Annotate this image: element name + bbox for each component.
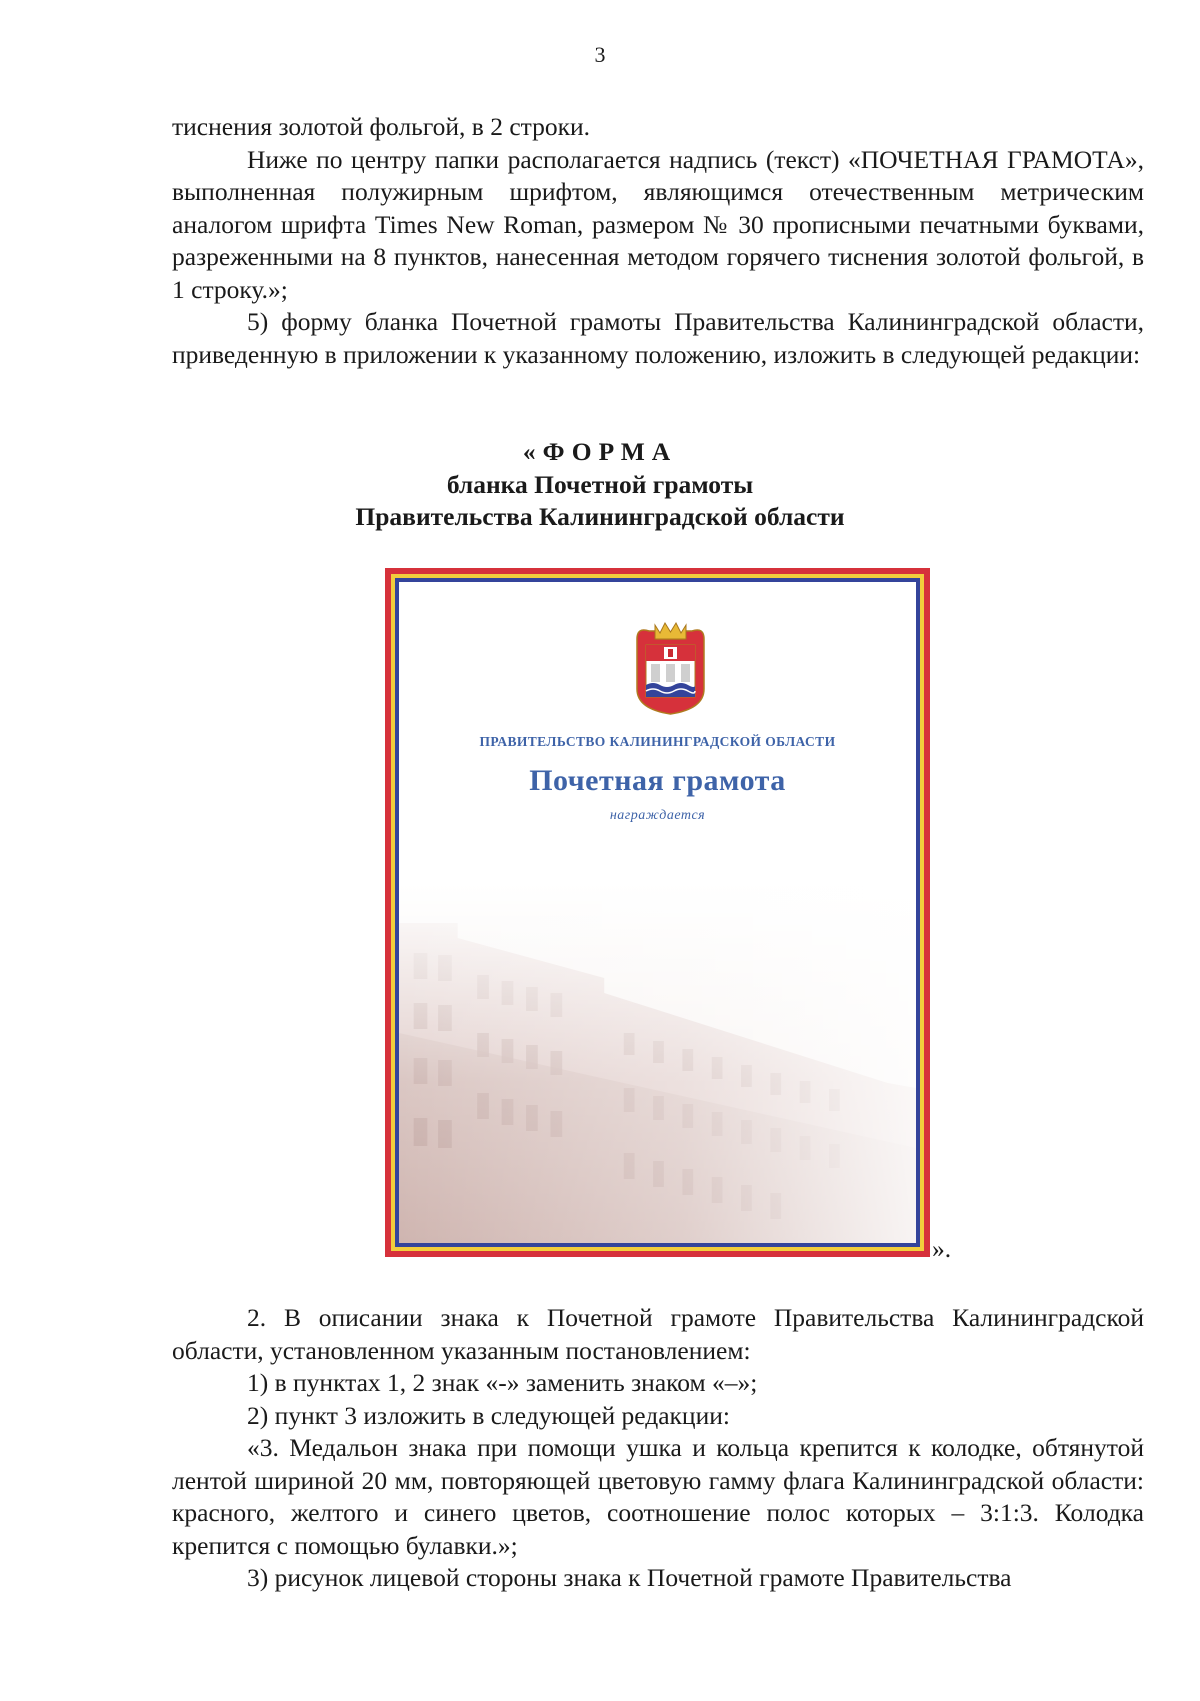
paragraph-title-description: Ниже по центру папки располагается надпись (текст) «ПОЧЕТНАЯ ГРАМОТА», выполненная полужирным шрифтом, являющимся отечественным метрическим аналогом шрифта Times New Roman, размером № 30 прописными печатными буквами, разреженными на 8 пунктов, нанесенная методом горячего тиснения золотой фольгой, в 1 строку.»; [172, 144, 1144, 304]
certificate-subtitle: награждается [609, 808, 706, 823]
paragraph-quoted-item-3: «3. Медальон знака при помощи ушка и кольца крепится к колодке, обтянутой лентой шириной 20 мм, повторяющей цветовую гамму флага Калининградской области: красного, желтого и синего цветов, соотношение полос которых – 3:1:3. Колодка крепится с помощью булавки.»; [172, 1433, 1144, 1560]
top-text-block [172, 111, 1144, 371]
paragraph-item-1: 1) в пунктах 1, 2 знак «-» заменить знаком «–»; [247, 1368, 758, 1397]
building-photo-watermark [399, 883, 916, 1243]
form-heading-title: «ФОРМА [522, 437, 678, 466]
certificate-blank [385, 568, 930, 1257]
paragraph-item-5: 5) форму бланка Почетной грамоты Правительства Калининградской области, приведенную в приложении к указанному положению, изложить в следующей редакции: [172, 307, 1144, 369]
paragraph-item-3: 3) рисунок лицевой стороны знака к Почетной грамоте Правительства [247, 1563, 1012, 1592]
form-heading [0, 436, 1200, 534]
certificate-government-name: ПРАВИТЕЛЬСТВО КАЛИНИНГРАДСКОЙ ОБЛАСТИ [479, 734, 836, 749]
bottom-text-block [172, 1302, 1144, 1595]
certificate-title: Почетная грамота [529, 764, 786, 797]
paragraph-section-2: 2. В описании знака к Почетной грамоте Правительства Калининградской области, установленном указанным постановлением: [172, 1303, 1144, 1365]
paragraph-item-2: 2) пункт 3 изложить в следующей редакции: [247, 1400, 730, 1430]
form-heading-line3: Правительства Калининградской области [355, 502, 845, 531]
paragraph-continuation: тиснения золотой фольгой, в 2 строки. [172, 112, 591, 141]
kaliningrad-coat-of-arms-icon [633, 619, 708, 715]
form-heading-line2: бланка Почетной грамоты [446, 469, 754, 499]
closing-quote: ». [932, 1234, 952, 1263]
page-number: 3 [594, 42, 606, 67]
